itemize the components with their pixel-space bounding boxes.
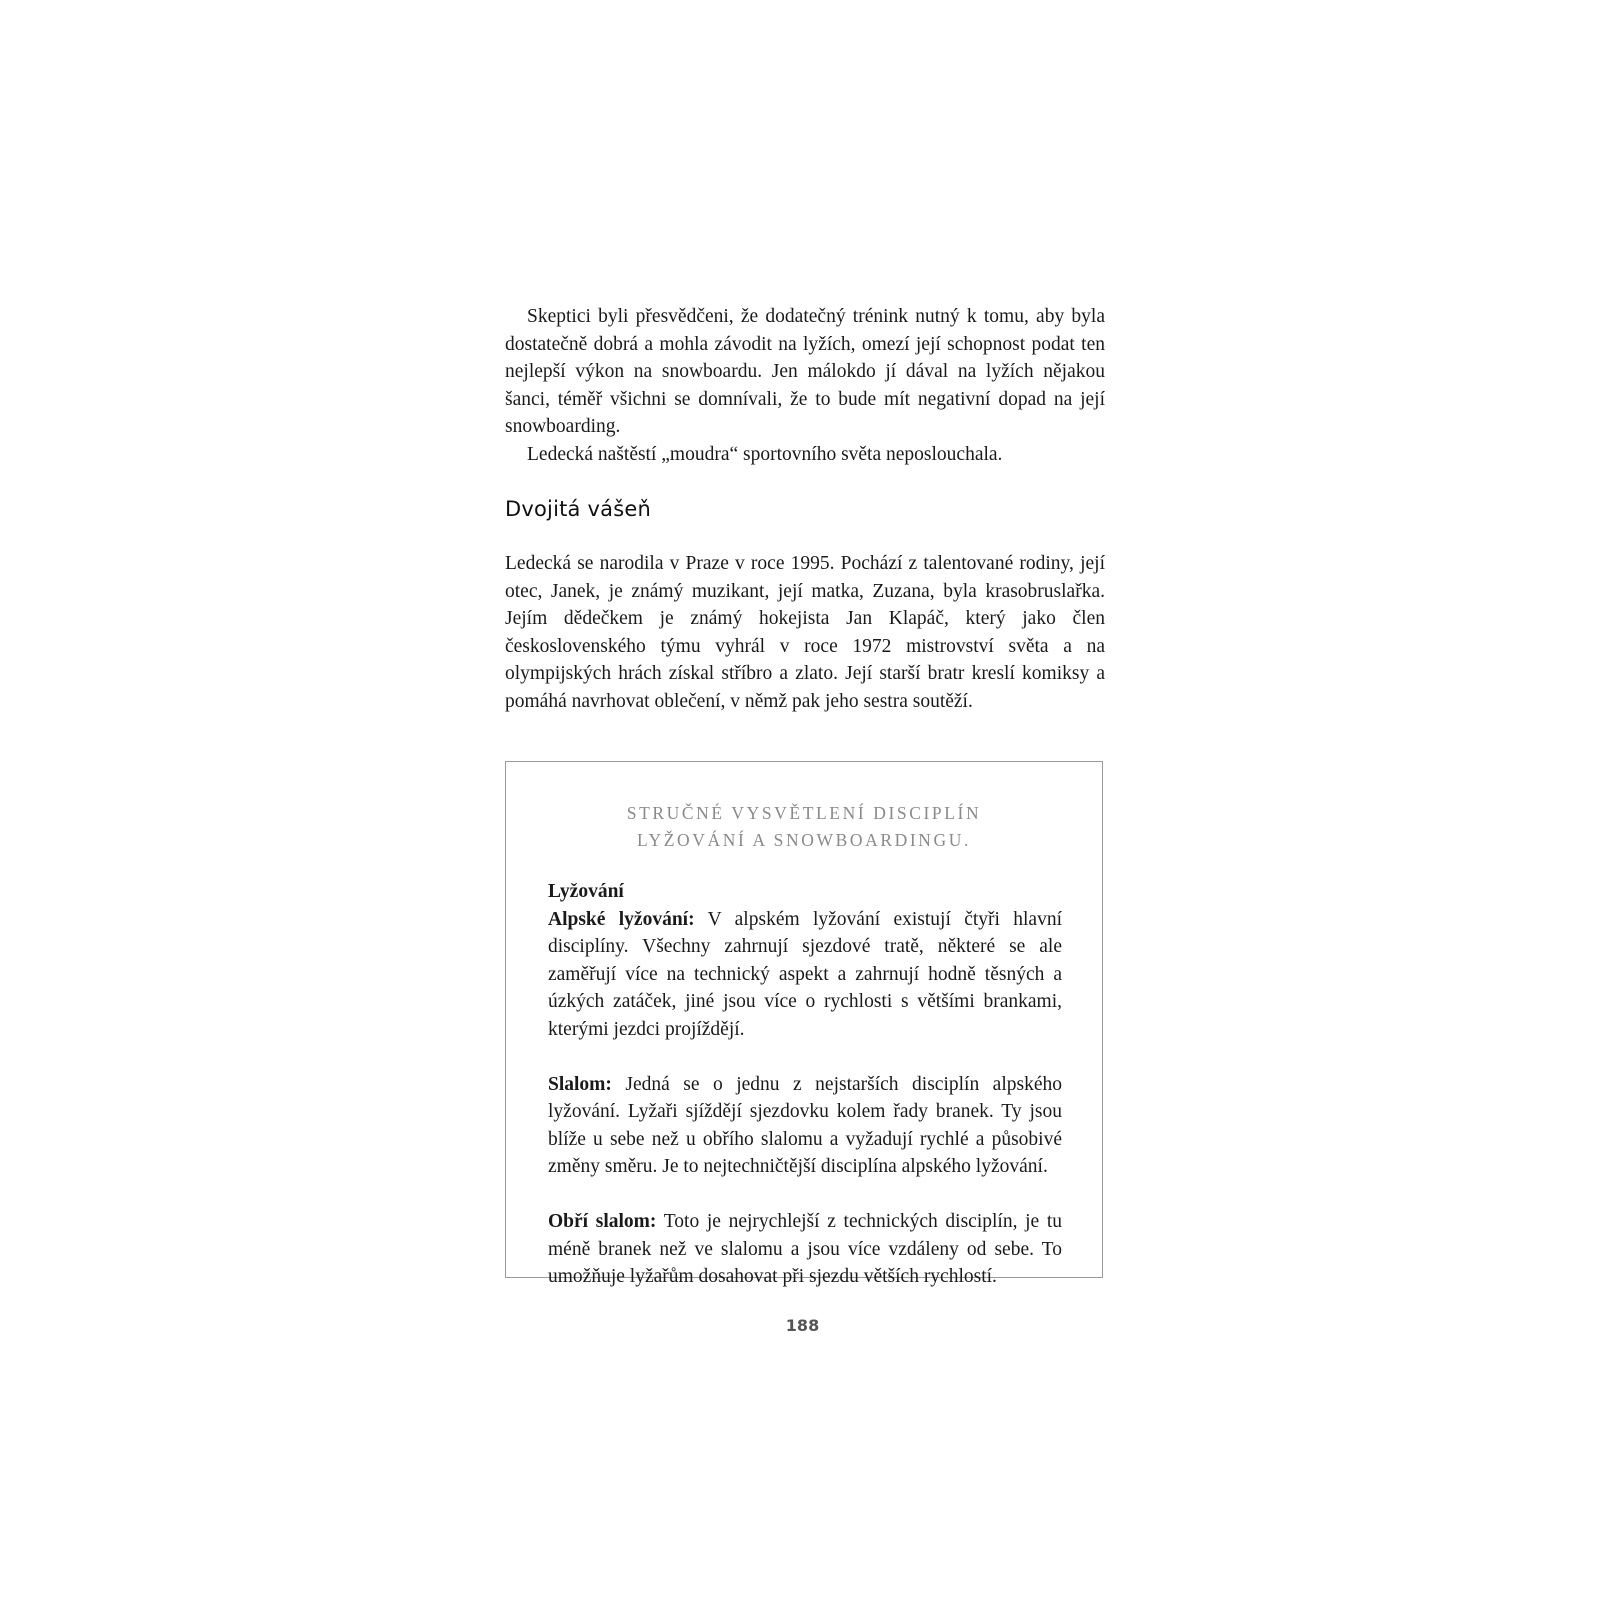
definition-text: Toto je nejrychlejší z technických disciplín, je tu méně branek než ve slalomu a jsou více vzdáleny od sebe. To umožňuje lyžařům dosahovat při sjezdu větších rychlostí. bbox=[548, 1211, 1063, 1287]
bio-paragraph: Ledecká se narodila v Praze v roce 1995. Pochází z talentované rodiny, její otec, Janek, je známý muzikant, její matka, Zuzana, byla krasobruslařka. Jejím dědečkem je známý hokejista Jan Klapáč, který jako člen československého týmu vyhrál v roce 1972 mistrovství světa a na olympijských hrách získal stříbro a zlato. Její starší bratr kreslí komiksy a pomáhá navrhovat oblečení, v němž pak jeho sestra soutěží. bbox=[505, 553, 1105, 712]
box-title bbox=[506, 800, 1102, 854]
box-subheading bbox=[548, 878, 1062, 906]
definition-text: Jedná se o jednu z nejstarších disciplín alpského lyžování. Lyžaři sjíždějí sjezdovku kolem řady branek. Ty jsou blíže u sebe než u obřího slalomu a vyžadují rychlé a působivé změny směru. Je to nejtechničtější disciplína alpského lyžování. bbox=[548, 1073, 1062, 1177]
section-text bbox=[505, 550, 1105, 715]
definition-alpine bbox=[548, 906, 1062, 1044]
definition-text: V alpském lyžování existují čtyři hlavní disciplíny. Všechny zahrnují sjezdové tratě, některé se ale zaměřují více na technický aspekt a zahrnují hodně těsných a úzkých zatáček, jiné jsou více o rychlosti s většími brankami, kterými jezdci projíždějí. bbox=[548, 908, 1063, 1040]
box-title-line: STRUČNÉ VYSVĚTLENÍ DISCIPLÍN bbox=[626, 803, 982, 823]
intro-text bbox=[505, 303, 1105, 468]
box-body bbox=[548, 878, 1062, 1291]
page-number: 188 bbox=[785, 1316, 820, 1335]
intro-paragraph: Skeptici byli přesvědčeni, že dodatečný trénink nutný k tomu, aby byla dostatečně dobrá a mohla závodit na lyžích, omezí její schopnost podat ten nejlepší výkon na snowboardu. Jen málokdo jí dával na lyžích nějakou šanci, téměř všichni se domnívali, že to bude mít negativní dopad na její snowboarding. bbox=[505, 306, 1105, 437]
definition-term: Alpské lyžování: bbox=[548, 908, 695, 930]
definition-giant-slalom bbox=[548, 1208, 1062, 1291]
intro-paragraph: Ledecká naštěstí „moudra“ sportovního světa neposlouchala. bbox=[527, 443, 1003, 465]
box-title-line: LYŽOVÁNÍ A SNOWBOARDINGU. bbox=[636, 830, 971, 850]
definition-slalom bbox=[548, 1071, 1062, 1181]
definition-term: Slalom: bbox=[548, 1073, 612, 1095]
section-heading: Dvojitá vášeň bbox=[505, 497, 651, 521]
box-subheading-text: Lyžování bbox=[548, 881, 624, 902]
definition-term: Obří slalom: bbox=[548, 1211, 657, 1232]
sidebar-box bbox=[505, 761, 1103, 1287]
